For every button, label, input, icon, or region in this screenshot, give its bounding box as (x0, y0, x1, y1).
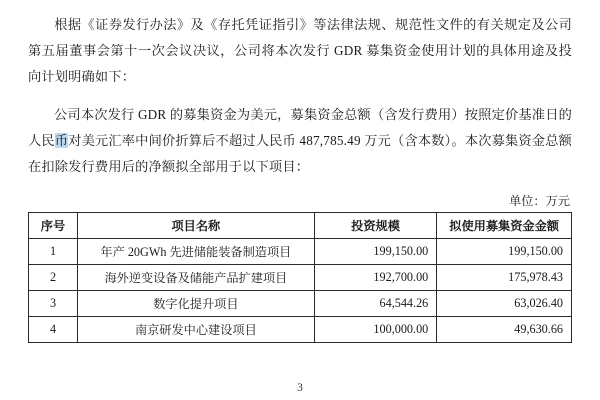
page-number: 3 (297, 382, 303, 394)
paragraph-1-text-a: 根据《证券发行办法》及《存托凭证指引》等法律法规、规范性文件的有关 (54, 17, 505, 32)
paragraph-2-text-a: 公司本次发行 GDR 的募集资金为美元，募集资金总额（含发行费用）按照 (54, 107, 492, 122)
cell-raised-amount: 175,978.43 (437, 265, 572, 291)
table-row (29, 239, 572, 265)
cell-investment-scale: 100,000.00 (314, 317, 436, 343)
cell-investment-scale: 64,544.26 (314, 291, 436, 317)
cell-investment-scale: 192,700.00 (314, 265, 436, 291)
column-header-investment-scale: 投资规模 (314, 213, 436, 239)
cell-project-name: 年产 20GWh 先进储能装备制造项目 (77, 239, 314, 265)
cell-no: 4 (29, 317, 78, 343)
cell-raised-amount: 49,630.66 (437, 317, 572, 343)
cell-raised-amount: 199,150.00 (437, 239, 572, 265)
cell-raised-amount: 63,026.40 (437, 291, 572, 317)
table-row (29, 291, 572, 317)
cell-project-name: 数字化提升项目 (77, 291, 314, 317)
column-header-project-name: 项目名称 (77, 213, 314, 239)
table-row (29, 317, 572, 343)
table-unit-label: 单位：万元 (509, 194, 570, 208)
paragraph-2-text-b: 定价基准日的人民 (28, 107, 572, 148)
column-header-no: 序号 (29, 213, 78, 239)
page-top-edge (0, 0, 600, 2)
paragraph-1-text-b: 规定及公司第五届董事会第十一次会议决议，公司将本次发行 GDR 募集资金使 (28, 17, 572, 58)
cell-investment-scale: 199,150.00 (314, 239, 436, 265)
cell-no: 2 (29, 265, 78, 291)
paragraph-2 (28, 102, 572, 180)
fund-usage-table (28, 212, 572, 343)
paragraph-1-text-c: 用计划的具体用途及投向计划明确如下： (28, 43, 573, 84)
cell-no: 3 (29, 291, 78, 317)
table-header-row (29, 213, 572, 239)
cell-project-name: 海外逆变设备及储能产品扩建项目 (77, 265, 314, 291)
paragraph-1 (28, 12, 572, 90)
cell-project-name: 南京研发中心建设项目 (77, 317, 314, 343)
paragraph-2-text-c: 对美元汇率中间价折算后不超过人民币 487,785.49 万元（含 (68, 133, 418, 148)
paragraph-2-text-d: 本数）。本次募集资金总额在扣除发行费用后的净额拟全部用于以下项目： (28, 133, 572, 174)
column-header-raised-amount: 拟使用募集资金金额 (437, 213, 572, 239)
cell-no: 1 (29, 239, 78, 265)
highlighted-text: 币 (54, 133, 69, 148)
table-row (29, 265, 572, 291)
